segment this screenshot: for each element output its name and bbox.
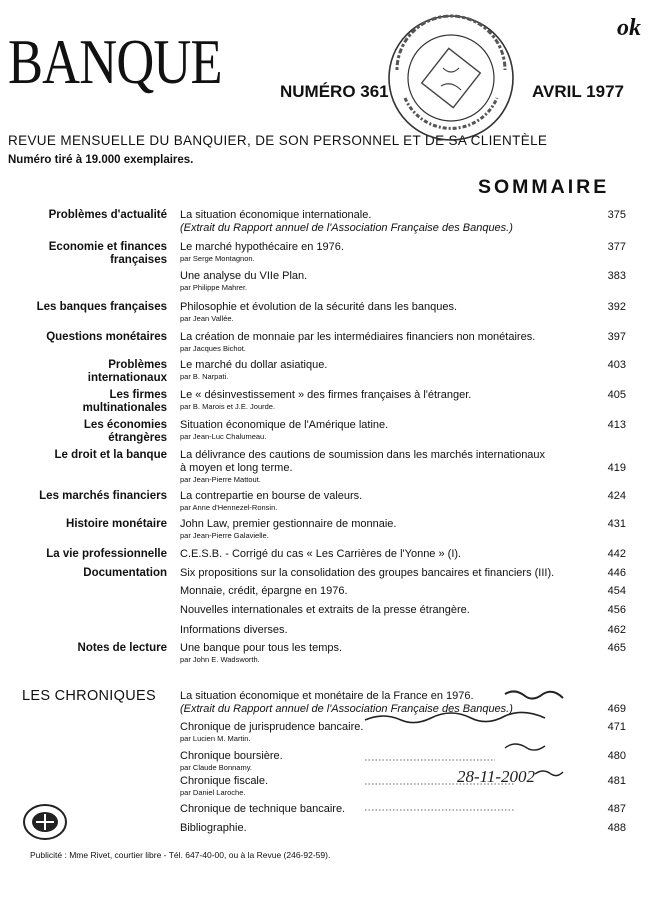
page-number: 480 <box>607 750 626 762</box>
section-heading: Les marchés financiers <box>39 490 167 502</box>
chronique-author: par Daniel Laroche. <box>180 788 246 797</box>
chronique-note: (Extrait du Rapport annuel de l'Association Française des Banques.) <box>180 703 513 715</box>
article-title: La création de monnaie par les intermédiaires financiers non monétaires. <box>180 331 536 343</box>
library-registration-stamp <box>355 686 585 816</box>
article-title: La situation économique internationale. <box>180 209 372 221</box>
article-author: par Jacques Bichot. <box>180 344 246 353</box>
section-heading: Notes de lecture <box>77 642 167 654</box>
page-number: 403 <box>607 359 626 371</box>
toc-article[interactable] <box>180 567 595 580</box>
section-heading: Les firmes multinationales <box>82 389 167 414</box>
chronique-item[interactable] <box>180 822 595 835</box>
section-heading: Histoire monétaire <box>66 518 167 530</box>
library-stamp <box>385 12 517 144</box>
page-number: 488 <box>607 822 626 834</box>
section-heading: Documentation <box>83 567 167 579</box>
chronique-author: par Claude Bonnamy. <box>180 763 252 772</box>
issue-date: AVRIL 1977 <box>532 82 624 101</box>
article-author: par Philippe Mahrer. <box>180 283 248 292</box>
page-number: 469 <box>607 703 626 715</box>
toc-article[interactable] <box>180 642 595 664</box>
magazine-logo: BANQUE <box>8 26 222 97</box>
section-heading: Les économies étrangères <box>83 419 167 444</box>
article-author: par B. Narpati. <box>180 372 229 381</box>
toc-article[interactable] <box>180 209 595 235</box>
toc-article[interactable] <box>180 270 595 292</box>
article-title: John Law, premier gestionnaire de monnaie. <box>180 518 397 530</box>
article-title: C.E.S.B. - Corrigé du cas « Les Carrières de l'Yonne » (I). <box>180 548 462 560</box>
chronique-title: Chronique de technique bancaire. <box>180 803 346 815</box>
article-title: Le marché du dollar asiatique. <box>180 359 328 371</box>
page-number: 375 <box>607 209 626 221</box>
toc-article[interactable] <box>180 518 595 540</box>
issue-number: NUMÉRO 361 <box>280 82 389 101</box>
toc-article[interactable] <box>180 548 595 561</box>
article-title: Philosophie et évolution de la sécurité dans les banques. <box>180 301 458 313</box>
page-number: 465 <box>607 642 626 654</box>
section-heading: Les banques françaises <box>36 301 167 313</box>
section-heading: La vie professionnelle <box>46 548 167 560</box>
page-number: 383 <box>607 270 626 282</box>
circulation-note: Numéro tiré à 19.000 exemplaires. <box>8 154 194 166</box>
article-author: par Jean Vallée. <box>180 314 234 323</box>
section-heading: Problèmes internationaux <box>87 359 167 384</box>
article-author: par Jean-Luc Chalumeau. <box>180 432 267 441</box>
tagline: REVUE MENSUELLE DU BANQUIER, DE SON PERSONNEL ET DE SA CLIENTÈLE <box>8 133 548 148</box>
page-number: 487 <box>607 803 626 815</box>
article-author: par B. Marois et J.E. Jourde. <box>180 402 276 411</box>
page-number: 405 <box>607 389 626 401</box>
page-number: 481 <box>607 775 626 787</box>
toc-article[interactable] <box>180 389 595 411</box>
article-title: Une banque pour tous les temps. <box>180 642 343 654</box>
section-heading: Problèmes d'actualité <box>48 209 167 221</box>
toc-article[interactable] <box>180 331 595 353</box>
page-number: 462 <box>607 624 626 636</box>
page-number: 419 <box>607 462 626 474</box>
toc-article[interactable] <box>180 490 595 512</box>
chronique-author: par Lucien M. Martin. <box>180 734 251 743</box>
article-title: Une analyse du VIIe Plan. <box>180 270 308 282</box>
article-title: Situation économique de l'Amérique latine. <box>180 419 389 431</box>
handwritten-registration-date: 28-11-2002 <box>457 767 536 786</box>
page-number: 377 <box>607 241 626 253</box>
article-title: Nouvelles internationales et extraits de la presse étrangère. <box>180 604 470 616</box>
article-title: La contrepartie en bourse de valeurs. <box>180 490 363 502</box>
page-number: 442 <box>607 548 626 560</box>
page-number: 446 <box>607 567 626 579</box>
toc-article[interactable] <box>180 449 595 484</box>
article-author: par John E. Wadsworth. <box>180 655 260 664</box>
chronique-title: La situation économique et monétaire de la France en 1976. <box>180 690 474 702</box>
publisher-emblem <box>22 803 68 841</box>
article-title: Informations diverses. <box>180 624 288 636</box>
toc-article[interactable] <box>180 301 595 323</box>
toc-article[interactable] <box>180 604 595 617</box>
article-title: Le marché hypothécaire en 1976. <box>180 241 344 253</box>
contents-heading: SOMMAIRE <box>478 176 610 198</box>
page-number: 413 <box>607 419 626 431</box>
article-author: par Anne d'Hennezel-Ronsin. <box>180 503 278 512</box>
toc-article[interactable] <box>180 585 595 598</box>
handwritten-ok-mark: ok <box>617 15 641 41</box>
article-title: Six propositions sur la consolidation des groupes bancaires et financiers (III). <box>180 567 555 579</box>
chronique-title: Chronique de jurisprudence bancaire. <box>180 721 364 733</box>
chronique-title: Chronique fiscale. <box>180 775 269 787</box>
article-author: par Jean-Pierre Mattout. <box>180 475 261 484</box>
article-author: par Serge Montagnon. <box>180 254 255 263</box>
section-heading: Economie et finances françaises <box>48 241 167 266</box>
toc-article[interactable] <box>180 419 595 441</box>
page-number: 454 <box>607 585 626 597</box>
article-note: (Extrait du Rapport annuel de l'Association Française des Banques.) <box>180 222 513 234</box>
article-title: Monnaie, crédit, épargne en 1976. <box>180 585 348 597</box>
article-title: Le « désinvestissement » des firmes françaises à l'étranger. <box>180 389 472 401</box>
page-number: 424 <box>607 490 626 502</box>
page-number: 471 <box>607 721 626 733</box>
chronique-title: Bibliographie. <box>180 822 247 834</box>
article-title: La délivrance des cautions de soumission dans les marchés internationaux à moyen et long terme. <box>180 449 546 474</box>
page-number: 392 <box>607 301 626 313</box>
article-author: par Jean-Pierre Galavielle. <box>180 531 269 540</box>
chroniques-heading: LES CHRONIQUES <box>22 688 156 704</box>
toc-article[interactable] <box>180 624 595 637</box>
toc-article[interactable] <box>180 359 595 381</box>
advertising-contact: Publicité : Mme Rivet, courtier libre - Tél. 647-40-00, ou à la Revue (246-92-59). <box>30 850 331 860</box>
page-number: 397 <box>607 331 626 343</box>
section-heading: Le droit et la banque <box>54 449 167 461</box>
section-heading: Questions monétaires <box>46 331 167 343</box>
chronique-title: Chronique boursière. <box>180 750 283 762</box>
page-number: 431 <box>607 518 626 530</box>
page-number: 456 <box>607 604 626 616</box>
toc-article[interactable] <box>180 241 595 263</box>
